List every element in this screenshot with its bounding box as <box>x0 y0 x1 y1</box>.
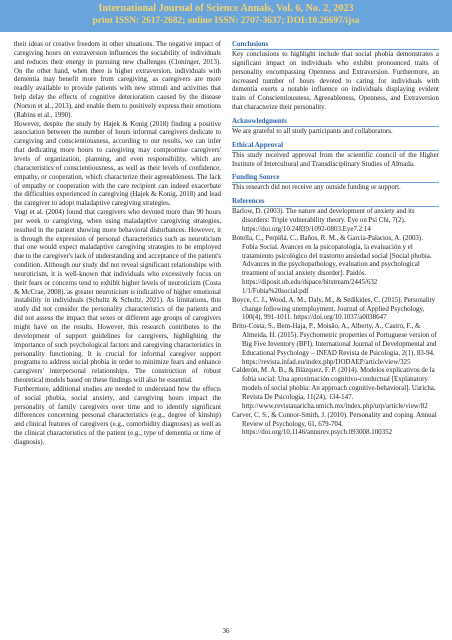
page-number: 36 <box>222 627 230 635</box>
reference-entry: Barlow, D. (2003). The nature and development of anxiety and its disorders: Triple vulnerability theory. Eye on Psi Chi, 7(2). https://doi.org/10.24839/1092-0803.Eye7.2.14 <box>232 207 415 233</box>
ethical-approval-text: This study received approval from the scientific council of the Higher Institute of Intercultural and Transdisciplinary Studies of Almada. <box>232 150 439 168</box>
reference-entry: Brito-Costa, S., Bem-Haja, P., Moisão, A., Alberty, A., Castro, F., & Almeida, H. (2015). Psychometric properties of Portuguese version of Big Five Inventory (BFI). International Journal of Developmental and Educational Psychology – INFAD Revista de Psicología, 2(1), 83-94. https://revista.infad.eu/index.php/IJODAEP/article/view/325 <box>232 322 437 366</box>
journal-title-line: International Journal of Science Annals, Vol. 6, No. 2, 2023 <box>98 3 354 14</box>
reference-entry: Carver, C. S., & Connor-Smith, J. (2010). Personality and coping. Annual Review of Psychology, 61, 679-704. https://doi.org/10.1146/annurev.psych.093008.100352 <box>232 410 437 437</box>
conclusions-text: Key conclusions to highlight include that social phobia demonstrates a significant impact on individuals who exhibit pronounced traits of personality encompassing Openness and Extraversion. Furthermore, an increased number of hours devoted to caring for individuals with dementia exerts a notable influence on individuals displaying evident traits of Conscientiousness, Agreeableness, Openness, and Extraversion that characterize their personality. <box>232 50 439 112</box>
issn-doi-line: print ISSN: 2617-2682; online ISSN: 2707-3637; DOI:10.26697/ijsa <box>92 16 360 26</box>
ethical-approval-heading: Ethical Approval <box>232 141 439 151</box>
reference-entry: Botella, C., Perpiñá, C., Baños, R. M., & García-Palacios, A. (2003). Fobia Social. Avances en la psicopatología, la evaluación y el tratamiento psicológico del trastorno ansiedad social [Social phobia. Advances in the psychopathology, evaluation and psychological treatment of social anxiety disorder]. Paidós. https://diposit.ub.edu/dspace/bitstream/2445/632 1/1/Fobia%20social.pdf <box>232 233 432 295</box>
body-paragraph: Vugt et al. (2004) found that caregivers who devoted more than 90 hours per week to caregiving, when using maladaptive caregiving strategies, resulted in the patient showing more behavioral disturbances. However, it is through the expression of personal characteristics such as neuroticism that one would expect maladaptive caregiving strategies to be employed due to the caregiver's lack of understanding and acceptance of the patient's condition. Although our study did not reveal significant relationships with neuroticism, it is well-known that individuals who excessively focus on their fears or concerns tend to exhibit higher levels of neuroticism (Costa & McCrae, 2008), as greater neuroticism is indicative of higher emotional instability in individuals (Schultz & Schultz, 2021). As limitations, this study did not consider the personality characteristics of the patients and did not assess the impact that sexes or different age groups of caregivers might have on the results. However, this research contributes to the development of support guidelines for caregivers, highlighting the importance of such psychological factors and caregiving characteristics in personality functioning. It is crucial for informal caregiver support programs to address social phobia in order to minimize fears and enhance caregivers' interpersonal relationships. The construction of robust theoretical models based on these findings will also be essential. <box>14 208 221 385</box>
body-paragraph: Furthermore, additional studies are needed to understand how the effects of social phobia, social anxiety, and caregiving hours impact the personality of family caregivers over time and to identify significant differences concerning personal characteristics (e.g., degree of kinship) and clinical features of caregivers (e.g., comorbidity diagnoses) as well as the clinical characteristics of the patient (e.g., type of dementia or time of diagnosis). <box>14 384 221 446</box>
acknowledgments-heading: Acknowledgments <box>232 117 439 127</box>
body-paragraph: their ideas or creative freedom in other situations. The negative impact of caregiving hours on extraversion influences the sociability of individuals and reduces their energy in pursuing new challenges (Cloninger, 2013). On the other hand, when there is higher extraversion, individuals with dementia may benefit more from caregiving, as caregivers are more readily available to provide patients with new stimuli and activities that help delay the effects of cognitive deterioration caused by the disease (Norton et al., 2013), and enable them to positively express their emotions (Rabins et al., 1990). <box>14 40 221 119</box>
funding-source-text: This research did not receive any outside funding or support. <box>232 183 401 192</box>
reference-entry: Calderón, M. A. B., & Blázquez, F. P. (2014). Modelos explicativos de la fobia social: Una aproximación cognitivo-conductual [Explanatory models of social phobia: An approach cognitive-behavioral]. Uaricha, Revista De Psicología, 11(24), 134-147. http://www.revistauaricha.umich.mx/index.php/urp/article/view/82 <box>232 366 436 410</box>
reference-entry: Boyce, C. J., Wood, A. M., Daly, M., & Sedikides, C. (2015). Personality change following unemployment. Journal of Applied Psychology, 100(4), 991-1011. https://doi.org/10.1037/a0038647 <box>232 295 436 322</box>
acknowledgments-text: We are grateful to all study participants and collaborators. <box>232 126 393 135</box>
funding-source-heading: Funding Source <box>232 173 439 183</box>
conclusions-heading: Conclusions <box>232 40 439 50</box>
left-column <box>14 40 221 447</box>
right-column <box>232 40 439 437</box>
references-heading: References <box>232 197 439 207</box>
journal-header-banner <box>0 0 452 32</box>
body-paragraph: However, despite the study by Hajek & Konig (2018) finding a positive association between the number of hours informal caregivers dedicate to caregiving and conscientiousness, according to our results, we can infer that dedicating more hours to caregiving may compromise caregivers' levels of organization, planning, and even responsibility, which are characteristics of conscientiousness, as well as their levels of confidence, empathy, or cooperation, which characterize their agreeableness. The lack of empathy or cooperation with the care recipient can indeed exacerbate the difficulties experienced in caregiving (Hajek & Konig, 2018) and lead the caregiver to adopt maladaptive caregiving strategies. <box>14 119 221 208</box>
